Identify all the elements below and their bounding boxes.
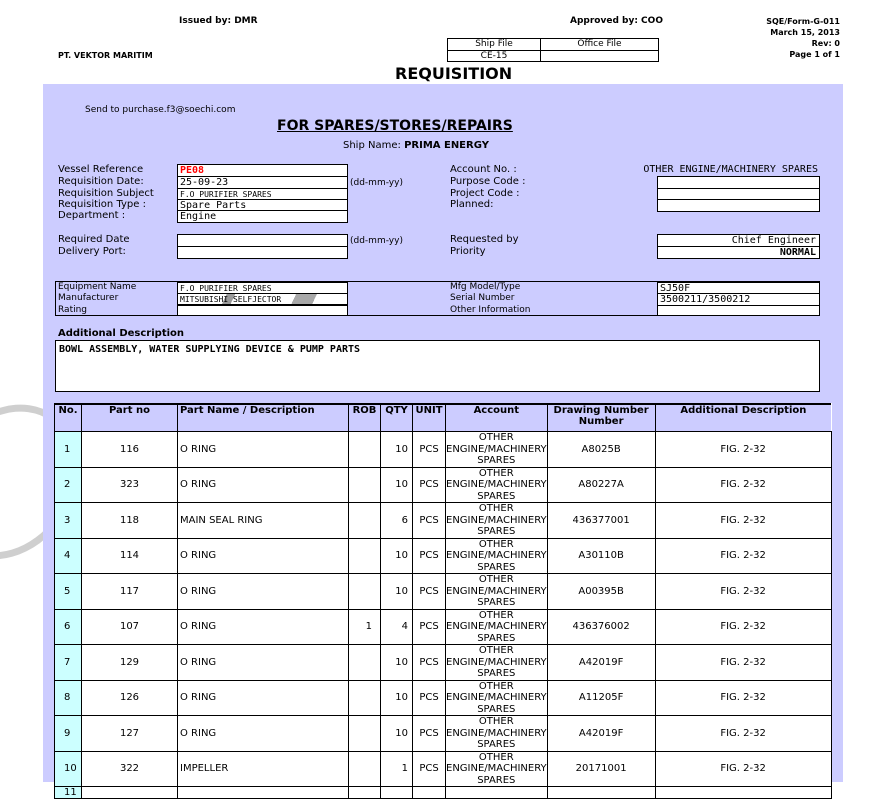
priority-field[interactable]: NORMAL bbox=[657, 246, 820, 259]
cell-rob bbox=[349, 467, 381, 503]
col-header: No. bbox=[55, 404, 82, 432]
equipment-name-label: Equipment Name bbox=[58, 282, 137, 292]
ship-name-label: Ship Name: bbox=[343, 140, 401, 151]
cell-account bbox=[446, 787, 548, 799]
cell-name: O RING bbox=[178, 467, 349, 503]
table-header-row bbox=[55, 404, 832, 432]
cell-rob bbox=[349, 503, 381, 539]
cell-desc: FIG. 2-32 bbox=[655, 503, 831, 539]
cell-unit: PCS bbox=[413, 432, 446, 468]
cell-account: OTHER ENGINE/MACHINERY SPARES bbox=[446, 503, 547, 537]
cell-drawing: A11205F bbox=[547, 680, 655, 716]
requisition-date-label: Requisition Date: bbox=[58, 176, 144, 187]
cell-drawing: A42019F bbox=[547, 645, 655, 681]
cell-part-no: 107 bbox=[82, 609, 178, 645]
table-row bbox=[55, 432, 832, 468]
delivery-port-field[interactable] bbox=[177, 246, 348, 259]
other-info-label: Other Information bbox=[450, 305, 531, 315]
form-rev: Rev: 0 bbox=[811, 39, 840, 48]
other-info-field[interactable] bbox=[657, 305, 820, 316]
col-header: Additional Description bbox=[655, 404, 831, 432]
cell-account: OTHER ENGINE/MACHINERY SPARES bbox=[446, 432, 547, 466]
cell-rob bbox=[349, 751, 381, 787]
manufacturer-field[interactable]: MITSUBISHI SELFJECTOR bbox=[177, 293, 348, 305]
requisition-date-format: (dd-mm-yy) bbox=[350, 178, 403, 188]
form-date: March 15, 2013 bbox=[770, 28, 840, 37]
cell-rob bbox=[349, 645, 381, 681]
requisition-date-field[interactable]: 25-09-23 bbox=[177, 176, 348, 189]
send-to: Send to purchase.f3@soechi.com bbox=[85, 105, 236, 115]
cell-unit: PCS bbox=[413, 751, 446, 787]
table-row bbox=[55, 609, 832, 645]
cell-qty: 10 bbox=[381, 432, 413, 468]
cell-desc: FIG. 2-32 bbox=[655, 432, 831, 468]
col-header: Part no bbox=[82, 404, 178, 432]
form-meta bbox=[766, 16, 840, 60]
cell-account: OTHER ENGINE/MACHINERY SPARES bbox=[446, 716, 547, 750]
account-no-label: Account No. : bbox=[450, 164, 517, 175]
col-header: Drawing Number Number bbox=[547, 404, 655, 432]
rating-label: Rating bbox=[58, 305, 88, 315]
form-subtitle: FOR SPARES/STORES/REPAIRS bbox=[277, 118, 513, 134]
cell-desc: FIG. 2-32 bbox=[655, 716, 831, 752]
cell-desc: FIG. 2-32 bbox=[655, 751, 831, 787]
cell-unit: PCS bbox=[413, 609, 446, 645]
cell-desc: FIG. 2-32 bbox=[655, 574, 831, 610]
requisition-subject-field[interactable]: F.O PURIFIER SPARES bbox=[177, 188, 348, 200]
cell-no: 4 bbox=[55, 538, 82, 574]
cell-desc: FIG. 2-32 bbox=[655, 680, 831, 716]
cell-name: O RING bbox=[178, 680, 349, 716]
cell-qty: 6 bbox=[381, 503, 413, 539]
cell-no: 11 bbox=[55, 787, 82, 799]
issued-by: Issued by: DMR bbox=[179, 16, 258, 26]
col-header: Part Name / Description bbox=[178, 404, 349, 432]
parts-table bbox=[54, 403, 832, 799]
cell-no: 6 bbox=[55, 609, 82, 645]
company-name: PT. VEKTOR MARITIM bbox=[58, 51, 153, 60]
cell-name: O RING bbox=[178, 645, 349, 681]
cell-name: O RING bbox=[178, 432, 349, 468]
cell-qty: 1 bbox=[381, 751, 413, 787]
cell-qty bbox=[381, 787, 413, 799]
cell-unit: PCS bbox=[413, 645, 446, 681]
cell-drawing: A30110B bbox=[547, 538, 655, 574]
cell-rob bbox=[349, 716, 381, 752]
cell-part-no: 322 bbox=[82, 751, 178, 787]
cell-rob bbox=[349, 432, 381, 468]
cell-name: O RING bbox=[178, 538, 349, 574]
cell-desc: FIG. 2-32 bbox=[655, 645, 831, 681]
cell-name: MAIN SEAL RING bbox=[178, 503, 349, 539]
page-title: REQUISITION bbox=[395, 64, 513, 83]
cell-qty: 4 bbox=[381, 609, 413, 645]
cell-no: 9 bbox=[55, 716, 82, 752]
cell-unit: PCS bbox=[413, 503, 446, 539]
manufacturer-label: Manufacturer bbox=[58, 293, 119, 303]
department-label: Department : bbox=[58, 210, 126, 221]
cell-qty: 10 bbox=[381, 467, 413, 503]
planned-label: Planned: bbox=[450, 199, 494, 210]
required-date-format: (dd-mm-yy) bbox=[350, 236, 403, 246]
file-reference-box bbox=[447, 38, 659, 62]
account-no-field[interactable]: OTHER ENGINE/MACHINERY SPARES bbox=[643, 164, 818, 175]
cell-account: OTHER ENGINE/MACHINERY SPARES bbox=[446, 609, 547, 644]
table-row bbox=[55, 645, 832, 681]
cell-drawing bbox=[547, 787, 655, 799]
cell-part-no: 127 bbox=[82, 716, 178, 752]
requested-by-field[interactable]: Chief Engineer bbox=[657, 234, 820, 247]
equipment-name-field[interactable]: F.O PURIFIER SPARES bbox=[177, 282, 348, 294]
project-code-label: Project Code : bbox=[450, 188, 520, 199]
ship-name: PRIMA ENERGY bbox=[404, 140, 489, 151]
additional-description-label: Additional Description bbox=[58, 328, 185, 339]
cell-unit bbox=[413, 787, 446, 799]
cell-name: O RING bbox=[178, 716, 349, 752]
requisition-type-field[interactable]: Spare Parts bbox=[177, 199, 348, 211]
additional-description-field[interactable]: BOWL ASSEMBLY, WATER SUPPLYING DEVICE & PUMP PARTS bbox=[55, 340, 820, 392]
serial-number-label: Serial Number bbox=[450, 293, 515, 303]
table-row bbox=[55, 787, 832, 799]
cell-rob bbox=[349, 538, 381, 574]
cell-part-no: 129 bbox=[82, 645, 178, 681]
cell-qty: 10 bbox=[381, 538, 413, 574]
cell-part-no: 323 bbox=[82, 467, 178, 503]
ship-file-label: Ship File bbox=[448, 39, 541, 51]
cell-desc bbox=[655, 787, 831, 799]
cell-no: 10 bbox=[55, 751, 82, 787]
cell-account: OTHER ENGINE/MACHINERY SPARES bbox=[446, 751, 547, 786]
required-date-label: Required Date bbox=[58, 234, 130, 245]
purpose-code-label: Purpose Code : bbox=[450, 176, 526, 187]
priority-label: Priority bbox=[450, 246, 486, 257]
cell-desc: FIG. 2-32 bbox=[655, 609, 831, 645]
cell-no: 1 bbox=[55, 432, 82, 468]
cell-part-no bbox=[82, 787, 178, 799]
requisition-type-label: Requisition Type : bbox=[58, 199, 146, 210]
cell-unit: PCS bbox=[413, 574, 446, 610]
cell-qty: 10 bbox=[381, 680, 413, 716]
requested-by-label: Requested by bbox=[450, 234, 519, 245]
cell-no: 8 bbox=[55, 680, 82, 716]
cell-no: 2 bbox=[55, 467, 82, 503]
cell-account: OTHER ENGINE/MACHINERY SPARES bbox=[446, 645, 547, 679]
table-row bbox=[55, 751, 832, 787]
cell-rob: 1 bbox=[349, 609, 381, 645]
cell-unit: PCS bbox=[413, 467, 446, 503]
cell-unit: PCS bbox=[413, 716, 446, 752]
office-file-value bbox=[541, 51, 658, 61]
cell-drawing: 20171001 bbox=[547, 751, 655, 787]
cell-part-no: 114 bbox=[82, 538, 178, 574]
cell-part-no: 118 bbox=[82, 503, 178, 539]
cell-qty: 10 bbox=[381, 574, 413, 610]
cell-part-no: 126 bbox=[82, 680, 178, 716]
cell-drawing: A80227A bbox=[547, 467, 655, 503]
table-row bbox=[55, 716, 832, 752]
ship-file-value: CE-15 bbox=[448, 51, 541, 61]
vessel-reference-field[interactable]: PE08 bbox=[177, 164, 348, 177]
approved-by: Approved by: COO bbox=[570, 16, 663, 26]
table-row bbox=[55, 538, 832, 574]
cell-drawing: 436376002 bbox=[547, 609, 655, 645]
cell-rob bbox=[349, 787, 381, 799]
col-header: UNIT bbox=[413, 404, 446, 432]
table-row bbox=[55, 680, 832, 716]
rating-field[interactable] bbox=[177, 305, 348, 316]
cell-unit: PCS bbox=[413, 538, 446, 574]
cell-no: 3 bbox=[55, 503, 82, 539]
cell-name: O RING bbox=[178, 609, 349, 645]
cell-account: OTHER ENGINE/MACHINERY SPARES bbox=[446, 467, 547, 502]
table-row bbox=[55, 574, 832, 610]
cell-drawing: A42019F bbox=[547, 716, 655, 752]
cell-name bbox=[178, 787, 349, 799]
cell-account: OTHER ENGINE/MACHINERY SPARES bbox=[446, 538, 547, 573]
form-code: SQE/Form-G-011 bbox=[766, 17, 840, 26]
table-row bbox=[55, 467, 832, 503]
col-header: ROB bbox=[349, 404, 381, 432]
requisition-subject-label: Requisition Subject bbox=[58, 188, 154, 199]
cell-rob bbox=[349, 574, 381, 610]
cell-drawing: 436377001 bbox=[547, 503, 655, 539]
cell-desc: FIG. 2-32 bbox=[655, 538, 831, 574]
col-header: Account bbox=[446, 404, 548, 432]
planned-field[interactable] bbox=[657, 199, 820, 212]
cell-qty: 10 bbox=[381, 716, 413, 752]
cell-rob bbox=[349, 680, 381, 716]
table-row bbox=[55, 503, 832, 539]
cell-part-no: 116 bbox=[82, 432, 178, 468]
cell-name: IMPELLER bbox=[178, 751, 349, 787]
office-file-label: Office File bbox=[541, 39, 658, 51]
cell-desc: FIG. 2-32 bbox=[655, 467, 831, 503]
form-page: Page 1 of 1 bbox=[789, 50, 840, 59]
cell-account: OTHER ENGINE/MACHINERY SPARES bbox=[446, 574, 547, 608]
cell-drawing: A8025B bbox=[547, 432, 655, 468]
ship-name-line bbox=[343, 140, 489, 152]
cell-unit: PCS bbox=[413, 680, 446, 716]
cell-drawing: A00395B bbox=[547, 574, 655, 610]
department-field[interactable]: Engine bbox=[177, 210, 348, 223]
delivery-port-label: Delivery Port: bbox=[58, 246, 126, 257]
cell-no: 7 bbox=[55, 645, 82, 681]
cell-account: OTHER ENGINE/MACHINERY SPARES bbox=[446, 680, 547, 715]
cell-qty: 10 bbox=[381, 645, 413, 681]
vessel-reference-label: Vessel Reference bbox=[58, 164, 144, 175]
mfg-model-field[interactable]: SJ50F bbox=[657, 282, 820, 294]
serial-number-field[interactable]: 3500211/3500212 bbox=[657, 293, 820, 306]
mfg-model-label: Mfg Model/Type bbox=[450, 282, 521, 292]
cell-name: O RING bbox=[178, 574, 349, 610]
col-header: QTY bbox=[381, 404, 413, 432]
cell-no: 5 bbox=[55, 574, 82, 610]
cell-part-no: 117 bbox=[82, 574, 178, 610]
